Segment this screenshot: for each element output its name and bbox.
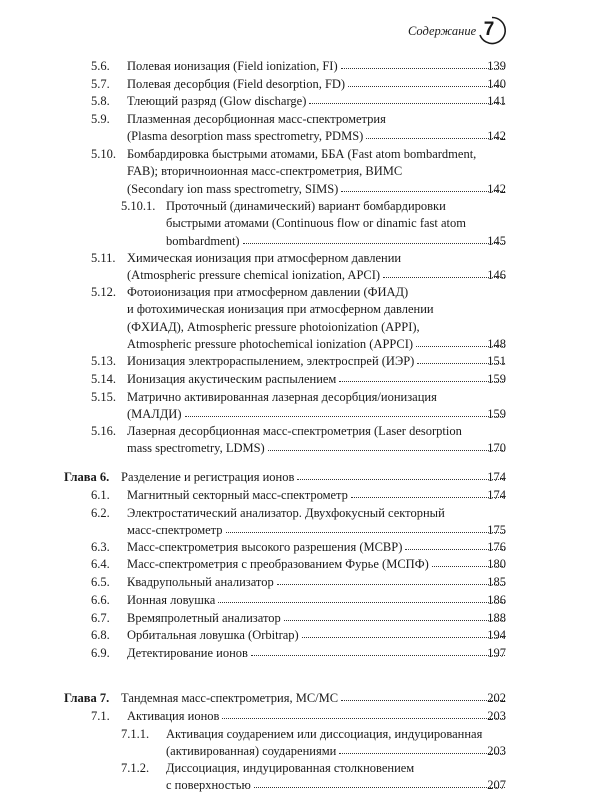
- toc-entry-title-line: Активация ионов: [127, 709, 220, 723]
- toc-entry-leader-line: [127, 610, 508, 626]
- toc-entry-page: 194: [487, 628, 506, 642]
- toc-entry-number: 5.15.: [91, 390, 116, 404]
- toc-entry-title-line: (ФХИАД), Atmospheric pressure photoionization (APPI),: [127, 319, 420, 334]
- toc-entry-title-line: (Atmospheric pressure chemical ionization, APCI): [127, 268, 381, 283]
- toc-entry-page: 139: [487, 59, 506, 73]
- toc-entry-number: 5.7.: [91, 77, 110, 91]
- running-header-title: Содержание: [408, 24, 477, 38]
- toc-entry[interactable]: [0, 111, 600, 146]
- dot-leader: [185, 406, 506, 417]
- toc-entry-number: 5.13.: [91, 354, 116, 368]
- toc-entry-number: 5.14.: [91, 372, 116, 386]
- toc-entry-title-line: Бомбардировка быстрыми атомами, ББА (Fast atom bombardment,: [127, 147, 477, 161]
- toc-entry-number: 6.2.: [91, 506, 110, 520]
- toc-entry-number: 6.5.: [91, 575, 110, 589]
- dot-leader: [277, 574, 505, 585]
- page-number-badge: [478, 16, 508, 46]
- toc-entry-leader-line: [127, 76, 508, 92]
- page-number: 7: [483, 19, 495, 40]
- dot-leader: [222, 708, 505, 719]
- toc-entry[interactable]: [0, 690, 600, 707]
- toc-entry[interactable]: [0, 505, 600, 540]
- toc-entry-title-line: (Secondary ion mass spectrometry, SIMS): [127, 181, 339, 196]
- toc-entry-page: 142: [487, 129, 506, 144]
- toc-entry-leader-line: [166, 233, 508, 249]
- toc-entry-title-line: Квадрупольный анализатор: [127, 575, 274, 589]
- toc-entry[interactable]: [0, 645, 600, 662]
- toc-entry[interactable]: [0, 146, 600, 198]
- toc-entry-leader-line: [127, 406, 508, 422]
- toc-entry-leader-line: [127, 128, 508, 144]
- toc-entry-title-line: Магнитный секторный масс-спектрометр: [127, 488, 348, 502]
- toc-entry-number: 5.16.: [91, 424, 116, 438]
- toc-entry-title-line: (МАЛДИ): [127, 407, 182, 422]
- toc-entry-title-line: Химическая ионизация при атмосферном давлении: [127, 251, 402, 265]
- toc-entry-leader-line: [166, 743, 508, 759]
- toc-entry-page: 197: [487, 646, 506, 660]
- toc-entry-page: 148: [487, 336, 506, 351]
- toc-entry-title-line: mass spectrometry, LDMS): [127, 441, 265, 456]
- toc-entry-number: 5.6.: [91, 59, 110, 73]
- toc-entry-title-line: Фотоионизация при атмосферном давлении (ФИАД): [127, 285, 409, 299]
- toc-entry-title-line: Atmospheric pressure photochemical ionization (APPCI): [127, 336, 414, 351]
- toc-entry-number: 5.10.1.: [121, 199, 156, 213]
- toc-entry-title-line: Диссоциация, индуцированная столкновением: [166, 761, 415, 775]
- toc-entry-title-line: с поверхностью: [166, 778, 251, 793]
- toc-entry-title-line: Ионная ловушка: [127, 593, 216, 607]
- toc-entry-number: 5.9.: [91, 112, 110, 126]
- toc-entry[interactable]: [0, 389, 600, 424]
- toc-entry-leader-line: [127, 627, 508, 643]
- toc-entry-title-line: Полевая ионизация (Field ionization, FI): [127, 59, 338, 73]
- toc-entry-title-line: Электростатический анализатор. Двухфокусный секторный: [127, 506, 445, 520]
- toc-entry-title-line: и фотохимическая ионизация при атмосферном давлении: [127, 302, 434, 317]
- toc-entry[interactable]: [0, 198, 600, 250]
- toc-entry-title-line: масс-спектрометр: [127, 523, 223, 538]
- toc-entry-leader-line: [127, 58, 508, 74]
- toc-entry-leader-line: [127, 574, 508, 590]
- toc-entry-number: 6.4.: [91, 557, 110, 571]
- toc-entry-title-line: Масс-спектрометрия с преобразованием Фурье (МСПФ): [127, 557, 429, 571]
- toc-entry-page: 186: [487, 593, 506, 607]
- toc-entry-leader-line: [166, 777, 508, 793]
- toc-entry-page: 203: [487, 709, 506, 723]
- toc-entry-page: 176: [487, 540, 506, 554]
- toc-entry-title-line: Ионизация электрораспылением, электроспрей (ИЭР): [127, 354, 415, 368]
- toc-entry-number: 6.8.: [91, 628, 110, 642]
- toc-entry-leader-line: [127, 267, 508, 283]
- toc-entry-leader-line: [121, 690, 508, 706]
- toc-entry-page: 142: [487, 181, 506, 196]
- toc-entry[interactable]: [0, 592, 600, 609]
- toc-entry-number: 7.1.1.: [121, 727, 150, 741]
- toc-entry-title-line: Детектирование ионов: [127, 646, 248, 660]
- toc-entry-page: 188: [487, 611, 506, 625]
- toc-entry-leader-line: [127, 353, 508, 369]
- toc-entry-title-line: Разделение и регистрация ионов: [121, 470, 295, 484]
- toc-entry-title-line: Тлеющий разряд (Glow discharge): [127, 94, 307, 108]
- toc-entry[interactable]: [0, 556, 600, 573]
- toc-entry-title-line: Ионизация акустическим распылением: [127, 372, 337, 386]
- toc-entry-page: 159: [487, 372, 506, 386]
- toc-entry-title-line: (активированная) соударениями: [166, 744, 337, 759]
- toc-entry[interactable]: [0, 423, 600, 458]
- toc-entry[interactable]: [0, 726, 600, 761]
- toc-entry-leader-line: [127, 336, 508, 352]
- toc-entry[interactable]: [0, 627, 600, 644]
- toc-entry-leader-line: [127, 592, 508, 608]
- toc-entry-leader-line: [121, 469, 508, 485]
- toc-entry-number: 6.1.: [91, 488, 110, 502]
- toc-entry-page: 174: [487, 470, 506, 484]
- toc-entry-title-line: Активация соударением или диссоциация, индуцированная: [166, 727, 483, 741]
- toc-entry[interactable]: [0, 353, 600, 370]
- toc-entry-title-line: Матрично активированная лазерная десорбция/ионизация: [127, 390, 437, 404]
- toc-entry-leader-line: [127, 522, 508, 538]
- toc-entry-title-line: Тандемная масс-спектрометрия, МС/МС: [121, 691, 339, 705]
- dot-leader: [297, 469, 505, 480]
- toc-entry[interactable]: [0, 760, 600, 795]
- toc-entry-leader-line: [127, 487, 508, 503]
- dot-leader: [243, 233, 505, 244]
- toc-entry[interactable]: [0, 487, 600, 504]
- toc-entry[interactable]: [0, 58, 600, 75]
- toc-entry-number: 6.3.: [91, 540, 110, 554]
- toc-entry[interactable]: [0, 610, 600, 627]
- toc-entry-leader-line: [127, 181, 508, 197]
- dot-leader: [218, 592, 505, 603]
- toc-entry[interactable]: [0, 250, 600, 285]
- toc-entry[interactable]: [0, 539, 600, 556]
- toc-entry-page: 145: [487, 233, 506, 248]
- toc-entry-number: 5.11.: [91, 251, 116, 265]
- toc-entry-page: 175: [487, 523, 506, 538]
- toc-entry-title-line: Орбитальная ловушка (Orbitrap): [127, 628, 299, 642]
- toc-entry-page: 207: [487, 778, 506, 793]
- toc-entry-page: 174: [487, 488, 506, 502]
- toc-entry-page: 185: [487, 575, 506, 589]
- toc-entry[interactable]: [0, 284, 600, 353]
- toc-entry-page: 141: [487, 94, 506, 108]
- toc-entry-title-line: Плазменная десорбционная масс-спектрометрия: [127, 112, 386, 126]
- toc-entry-number: 7.1.2.: [121, 761, 150, 775]
- toc-entry-leader-line: [127, 539, 508, 555]
- dot-leader: [284, 610, 505, 621]
- toc-entry[interactable]: [0, 76, 600, 93]
- dot-leader: [268, 440, 505, 451]
- toc-entry-leader-line: [127, 645, 508, 661]
- toc-entry-page: 146: [487, 268, 506, 283]
- toc-entry-leader-line: [127, 556, 508, 572]
- toc-entry-number: Глава 7.: [64, 691, 110, 705]
- toc-entry-title-line: Лазерная десорбционная масс-спектрометрия (Laser desorption: [127, 424, 462, 438]
- toc-entry-title-line: Времяпролетный анализатор: [127, 611, 281, 625]
- toc-entry[interactable]: [0, 574, 600, 591]
- toc-entry-leader-line: [127, 440, 508, 456]
- toc-entry-leader-line: [127, 93, 508, 109]
- toc-entry[interactable]: [0, 469, 600, 486]
- toc-entry-title-line: (Plasma desorption mass spectrometry, PDMS): [127, 129, 364, 144]
- toc-entry-page: 202: [487, 691, 506, 705]
- toc-entry-title-line: bombardment): [166, 233, 240, 248]
- toc-entry-title-line: Проточный (динамический) вариант бомбардировки: [166, 199, 446, 213]
- toc-entry[interactable]: [0, 708, 600, 725]
- toc-entry-number: 6.9.: [91, 646, 110, 660]
- toc-entry-number: 5.10.: [91, 147, 116, 161]
- toc-entry-page: 203: [487, 744, 506, 759]
- toc-entry-title-line: быстрыми атомами (Continuous flow or dinamic fast atom: [166, 216, 466, 231]
- dot-leader: [254, 777, 505, 788]
- toc-entry-page: 180: [487, 557, 506, 571]
- toc-entry-leader-line: [127, 708, 508, 724]
- toc-entry[interactable]: [0, 93, 600, 110]
- dot-leader: [251, 645, 505, 656]
- toc-entry-number: 6.6.: [91, 593, 110, 607]
- dot-leader: [302, 627, 505, 638]
- toc-entry[interactable]: [0, 371, 600, 388]
- toc-entry-number: 5.8.: [91, 94, 110, 108]
- toc-entry-leader-line: [127, 371, 508, 387]
- dot-leader: [226, 522, 505, 533]
- toc-entry-number: 5.12.: [91, 285, 116, 299]
- toc-entry-title-line: FAB); вторичноионная масс-спектрометрия, ВИМС: [127, 164, 403, 179]
- toc-entry-page: 151: [487, 354, 506, 368]
- toc-entry-number: 7.1.: [91, 709, 110, 723]
- toc-entry-page: 170: [487, 441, 506, 456]
- toc-entry-title-line: Масс-спектрометрия высокого разрешения (МСВР): [127, 540, 403, 554]
- toc-entry-page: 140: [487, 77, 506, 91]
- toc-entry-page: 159: [487, 407, 506, 422]
- toc-entry-title-line: Полевая десорбция (Field desorption, FD): [127, 77, 346, 91]
- toc-entry-number: Глава 6.: [64, 470, 110, 484]
- toc-entry-number: 6.7.: [91, 611, 110, 625]
